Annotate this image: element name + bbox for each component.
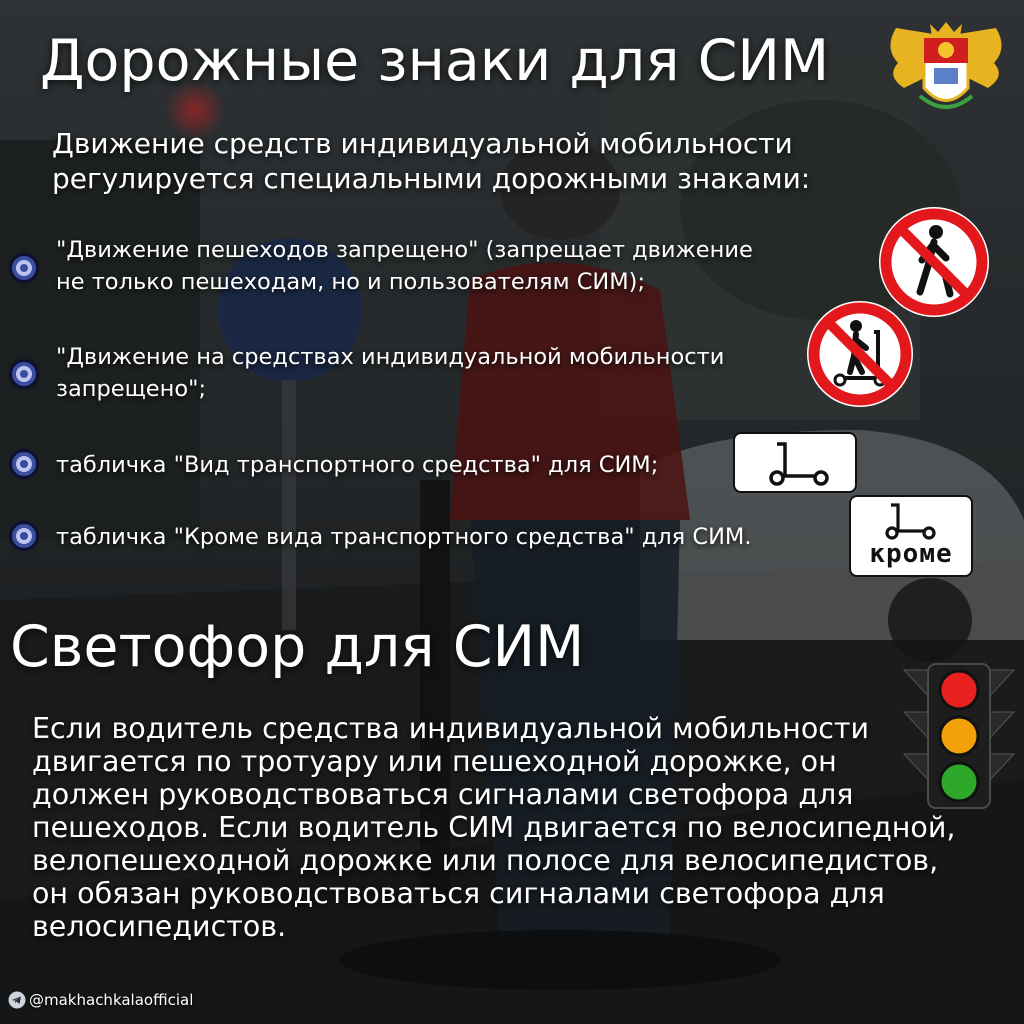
- paragraph-line: должен руководствоваться сигналами светофора для: [32, 778, 854, 811]
- except-label: кроме: [869, 539, 953, 569]
- intro-line: Движение средств индивидуальной мобильности: [52, 127, 793, 160]
- paragraph-line: пешеходов. Если водитель СИМ двигается по велосипедной,: [32, 811, 956, 844]
- list-item: [56, 341, 724, 405]
- list-item-line: табличка "Кроме вида транспортного средства" для СИМ.: [56, 524, 752, 550]
- bullet-icon: [12, 362, 36, 386]
- list-item: [56, 234, 753, 298]
- paragraph-line: он обязан руководствоваться сигналами светофора для: [32, 877, 885, 910]
- scooter-icon: [763, 440, 833, 486]
- scooter-icon: [881, 501, 941, 541]
- section-title: Светофор для СИМ: [10, 614, 585, 680]
- except-scooter-plate: [849, 495, 973, 577]
- list-item-line: запрещено";: [56, 376, 207, 402]
- paragraph-line: велопешеходной дорожке или полосе для велосипедистов,: [32, 844, 939, 877]
- paragraph-line: велосипедистов.: [32, 910, 287, 943]
- scooter-plate: [733, 432, 857, 493]
- social-handle[interactable]: [8, 990, 193, 1010]
- paragraph-line: Если водитель средства индивидуальной мобильности: [32, 712, 870, 745]
- list-item-line: табличка "Вид транспортного средства" для СИМ;: [56, 452, 659, 478]
- bullet-icon: [12, 524, 36, 548]
- page-title: Дорожные знаки для СИМ: [40, 28, 830, 94]
- telegram-icon: [8, 991, 26, 1009]
- traffic-light-paragraph: [32, 712, 955, 943]
- bullet-icon: [12, 452, 36, 476]
- list-item: [56, 449, 658, 481]
- list-item-line: "Движение на средствах индивидуальной мобильности: [56, 344, 725, 370]
- intro-text: [52, 126, 810, 196]
- list-item: [56, 521, 751, 553]
- list-item-line: не только пешеходам, но и пользователям СИМ);: [56, 269, 646, 295]
- no-scooters-sign: [804, 298, 916, 410]
- handle-text: @makhachkalaofficial: [29, 991, 194, 1009]
- paragraph-line: двигается по тротуару или пешеходной дорожке, он: [32, 745, 837, 778]
- bullet-icon: [12, 256, 36, 280]
- list-item-line: "Движение пешеходов запрещено" (запрещает движение: [56, 237, 753, 263]
- coat-of-arms-icon: [876, 18, 1016, 128]
- intro-line: регулируется специальными дорожными знаками:: [52, 162, 811, 195]
